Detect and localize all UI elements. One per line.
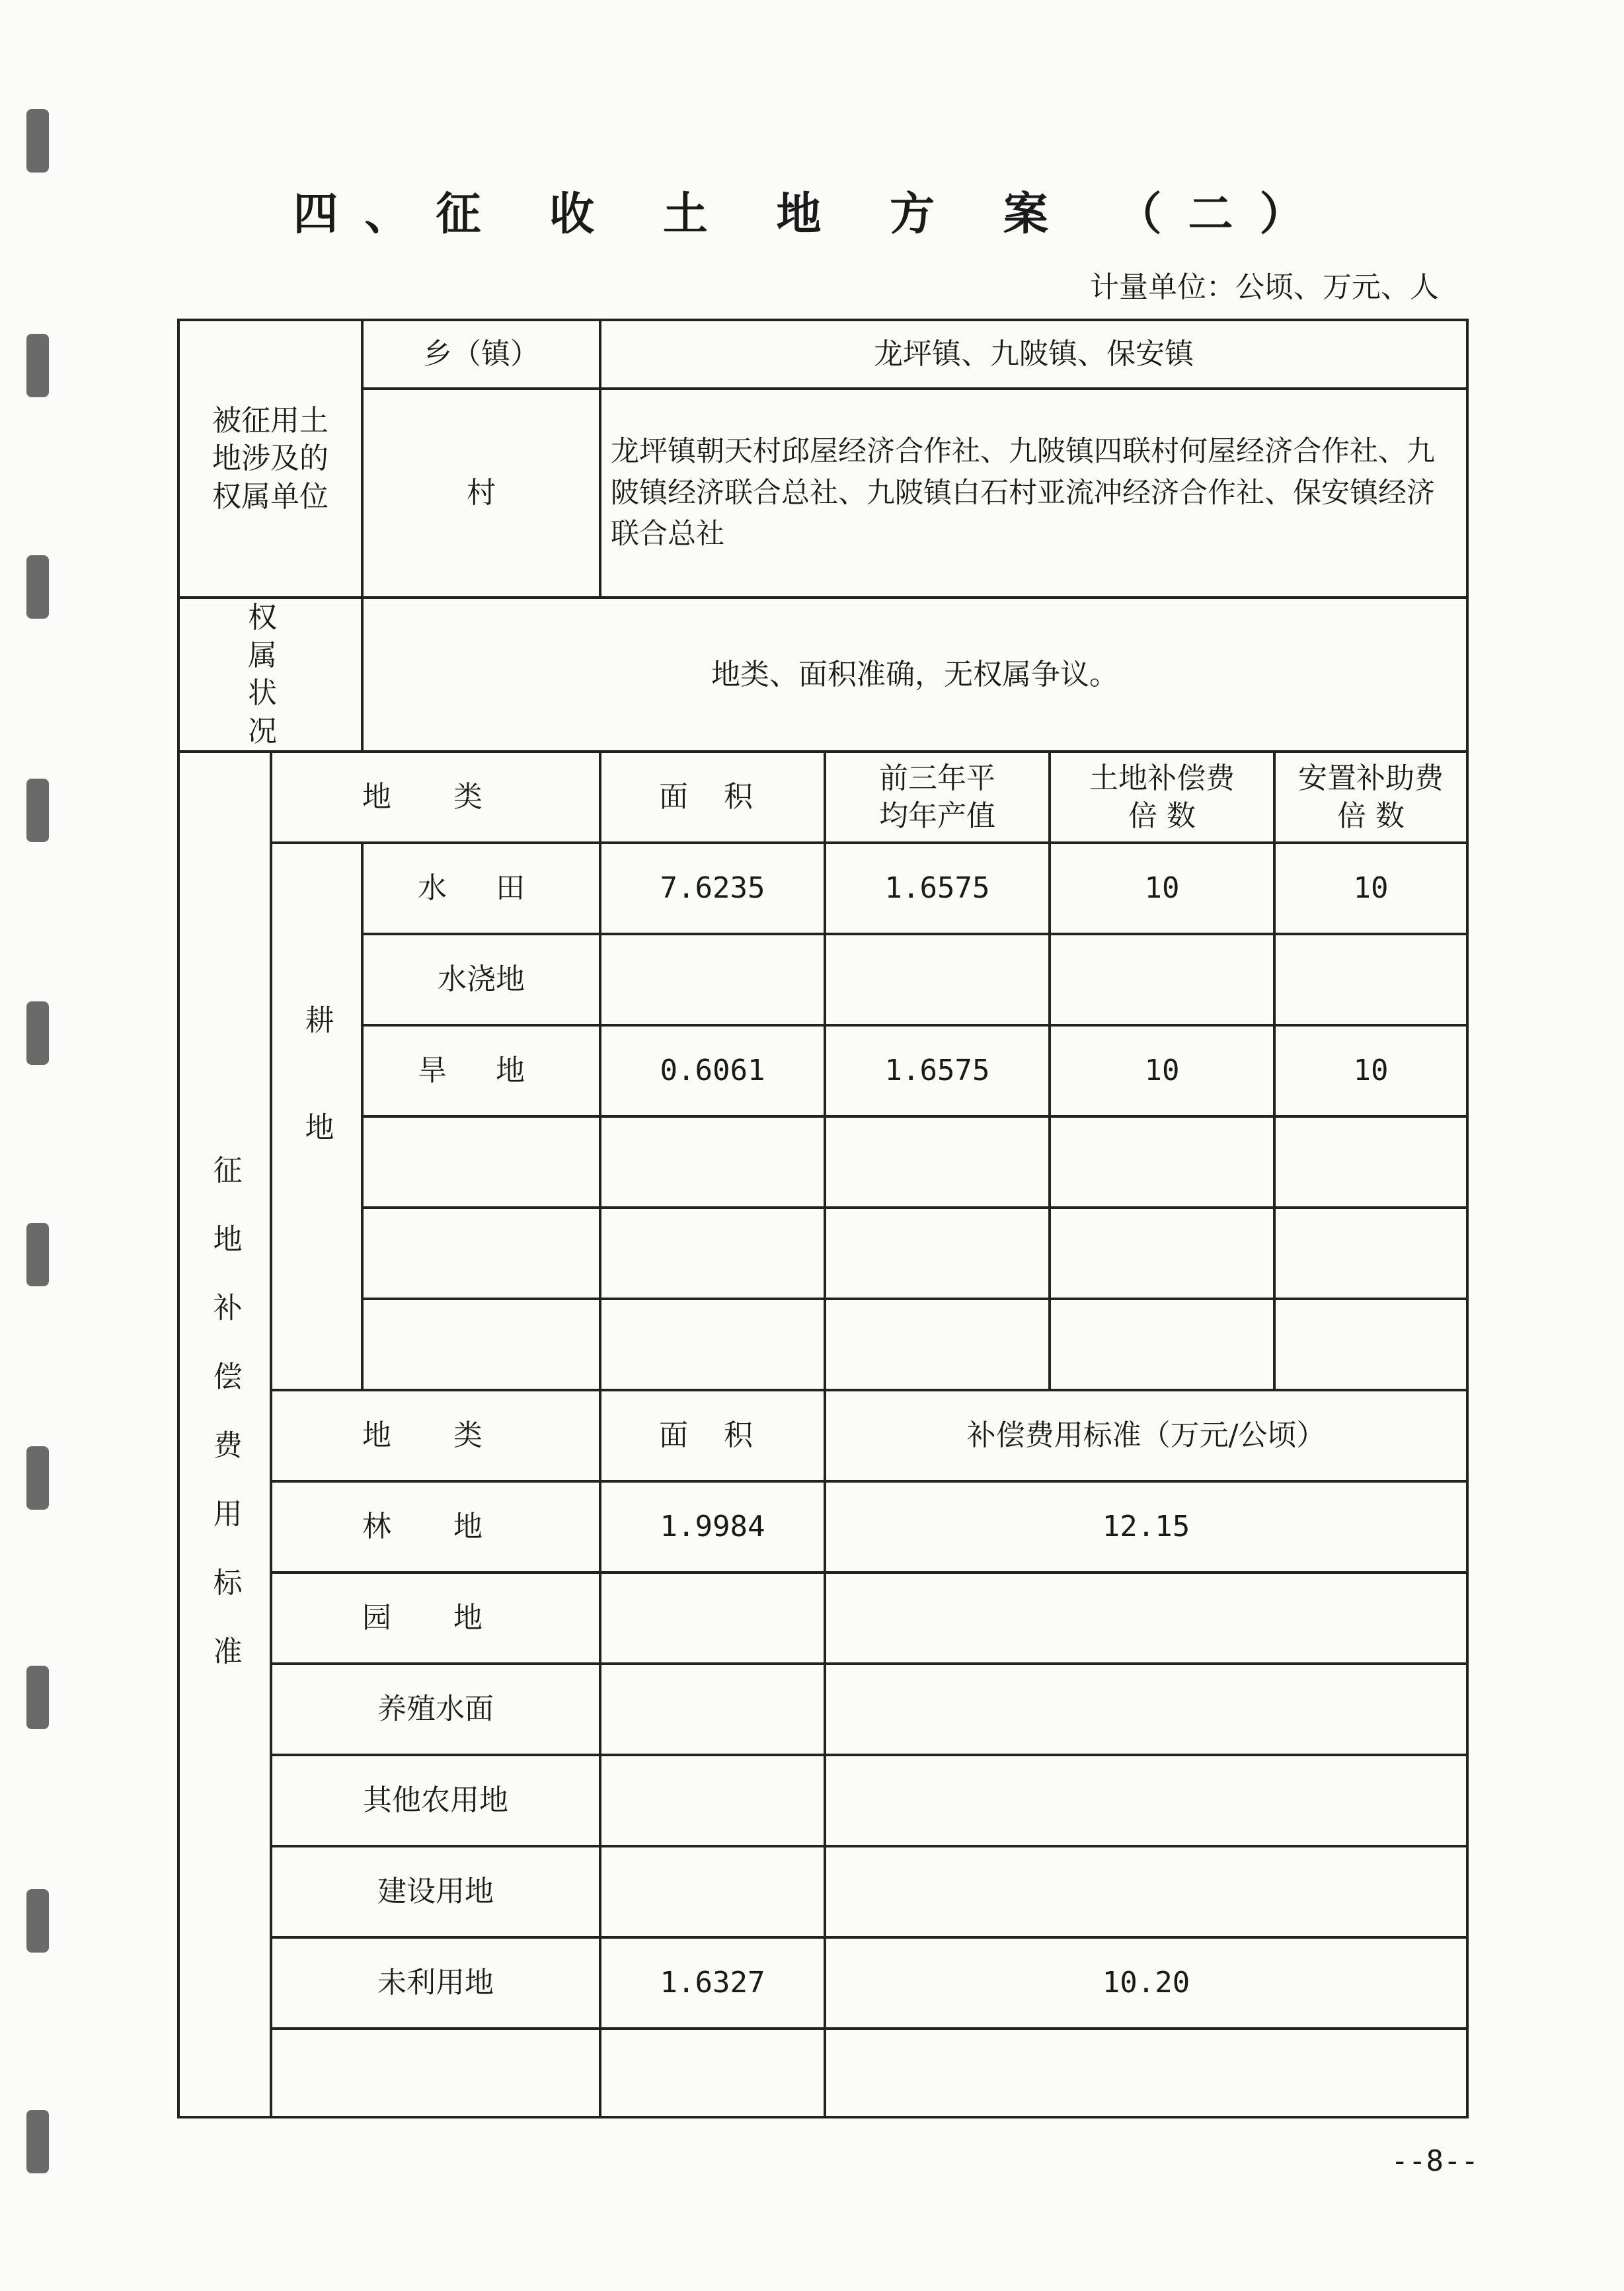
avg-output-cell: 1.6575	[825, 1025, 1050, 1116]
land-comp-cell	[1050, 1299, 1274, 1390]
binding-hole	[26, 779, 49, 842]
resettle-cell	[1274, 1299, 1467, 1390]
land-comp-cell	[1050, 1116, 1274, 1208]
standard-cell	[825, 1755, 1467, 1846]
header-avg-output: 前三年平均年产值	[825, 752, 1050, 843]
area-cell	[600, 934, 825, 1025]
table-row	[178, 1208, 1467, 1299]
area-cell: 1.6327	[600, 1937, 825, 2029]
area-cell: 7.6235	[600, 843, 825, 934]
table-row	[178, 1299, 1467, 1390]
land-comp-cell	[1050, 934, 1274, 1025]
resettle-cell: 10	[1274, 843, 1467, 934]
ownership-label: 被征用土地涉及的权属单位	[178, 320, 362, 598]
other-header-standard: 补偿费用标准（万元/公顷）	[825, 1390, 1467, 1481]
resettle-cell	[1274, 1208, 1467, 1299]
status-value: 地类、面积准确，无权属争议。	[362, 598, 1467, 752]
table-row	[178, 1481, 1467, 1573]
land-type-cell: 养殖水面	[271, 1664, 600, 1755]
land-comp-cell: 10	[1050, 1025, 1274, 1116]
land-comp-cell	[1050, 1208, 1274, 1299]
land-type-cell: 水 田	[362, 843, 600, 934]
binding-hole	[26, 1889, 49, 1953]
area-cell	[600, 1664, 825, 1755]
table-row	[178, 2029, 1467, 2117]
resettle-cell	[1274, 934, 1467, 1025]
land-type-cell	[271, 2029, 600, 2117]
binding-hole	[26, 2110, 49, 2173]
avg-output-cell	[825, 1299, 1050, 1390]
village-value: 龙坪镇朝天村邱屋经济合作社、九陂镇四联村何屋经济合作社、九陂镇经济联合总社、九陂镇白石村亚流冲经济合作社、保安镇经济联合总社	[600, 389, 1467, 598]
other-header-area: 面 积	[600, 1390, 825, 1481]
compensation-section-label: 征地补偿费用标准	[178, 752, 271, 2117]
land-type-cell	[362, 1208, 600, 1299]
table-row	[178, 1846, 1467, 1937]
land-type-cell: 园 地	[271, 1573, 600, 1664]
table-row	[178, 934, 1467, 1025]
binding-hole	[26, 555, 49, 619]
binding-hole	[26, 1001, 49, 1065]
other-header-land-type: 地 类	[271, 1390, 600, 1481]
binding-hole	[26, 1446, 49, 1510]
avg-output-cell	[825, 1116, 1050, 1208]
standard-cell: 10.20	[825, 1937, 1467, 2029]
table-row	[178, 1937, 1467, 2029]
area-cell	[600, 1299, 825, 1390]
unit-note: 计量单位：公顷、万元、人	[1090, 270, 1439, 304]
status-label: 权 属 状 况	[178, 598, 362, 752]
table-row	[178, 1664, 1467, 1755]
header-land-type: 地 类	[271, 752, 600, 843]
binding-hole	[26, 1666, 49, 1729]
cultivated-label: 耕地	[271, 843, 362, 1390]
header-area: 面 积	[600, 752, 825, 843]
binding-hole	[26, 334, 49, 397]
avg-output-cell: 1.6575	[825, 843, 1050, 934]
land-acquisition-table	[177, 319, 1469, 2118]
standard-cell	[825, 1846, 1467, 1937]
area-cell: 0.6061	[600, 1025, 825, 1116]
village-label: 村	[362, 389, 600, 598]
table-row	[178, 1116, 1467, 1208]
area-cell: 1.9984	[600, 1481, 825, 1573]
land-type-cell: 水浇地	[362, 934, 600, 1025]
land-type-cell: 林 地	[271, 1481, 600, 1573]
table-row	[178, 843, 1467, 934]
area-cell	[600, 1755, 825, 1846]
avg-output-cell	[825, 934, 1050, 1025]
land-type-cell	[362, 1116, 600, 1208]
standard-cell	[825, 1664, 1467, 1755]
land-type-cell	[362, 1299, 600, 1390]
area-cell	[600, 1846, 825, 1937]
standard-cell: 12.15	[825, 1481, 1467, 1573]
land-type-cell: 未利用地	[271, 1937, 600, 2029]
land-comp-cell: 10	[1050, 843, 1274, 934]
standard-cell	[825, 2029, 1467, 2117]
land-type-cell: 建设用地	[271, 1846, 600, 1937]
resettle-cell: 10	[1274, 1025, 1467, 1116]
binding-hole	[26, 1223, 49, 1286]
area-cell	[600, 1116, 825, 1208]
resettle-cell	[1274, 1116, 1467, 1208]
table-row	[178, 1755, 1467, 1846]
township-value: 龙坪镇、九陂镇、保安镇	[600, 320, 1467, 389]
table-row	[178, 1573, 1467, 1664]
area-cell	[600, 1208, 825, 1299]
header-land-comp-multiple: 土地补偿费倍 数	[1050, 752, 1274, 843]
table-row	[178, 1025, 1467, 1116]
binding-hole	[26, 109, 49, 173]
land-type-cell: 旱 地	[362, 1025, 600, 1116]
area-cell	[600, 2029, 825, 2117]
township-label: 乡（镇）	[362, 320, 600, 389]
avg-output-cell	[825, 1208, 1050, 1299]
standard-cell	[825, 1573, 1467, 1664]
land-type-cell: 其他农用地	[271, 1755, 600, 1846]
header-resettle-multiple: 安置补助费倍 数	[1274, 752, 1467, 843]
page-title: 四、征 收 土 地 方 案 （二）	[293, 188, 1331, 241]
area-cell	[600, 1573, 825, 1664]
page-number: --8--	[1391, 2144, 1479, 2178]
